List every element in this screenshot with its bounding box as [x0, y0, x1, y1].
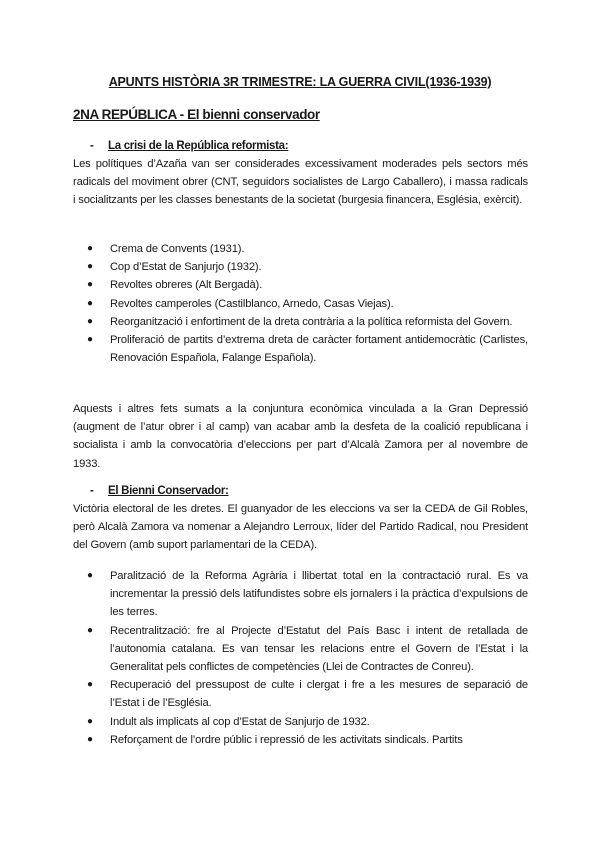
paragraph-crisi-outro: Aquests i altres fets sumats a la conjuntura econòmica vinculada a la Gran Depressió (augment de l’atur obrer i al camp) van acabar amb la desfeta de la coalició republicana i socialista i amb la convocatòria d’eleccions per part d’Alcalà Zamora per al novembre de 1933.: [73, 403, 528, 470]
section-heading: 2NA REPÚBLICA - El bienni conservador: [73, 107, 320, 122]
list-item: [73, 295, 528, 313]
subsection-heading-bienni: [90, 485, 229, 497]
bullet-icon: ●: [87, 315, 93, 327]
subsection-heading-crisi: [90, 140, 288, 152]
bullet-icon: ●: [87, 279, 93, 291]
list-item: [73, 240, 528, 258]
bullet-icon: ●: [87, 261, 93, 273]
dash-marker: -: [90, 485, 94, 497]
list-item-text: Reforçament de l’ordre públic i repressió de les activitats sindicals. Partits: [110, 733, 463, 746]
list-item: [73, 731, 528, 749]
list-item-text: Paralització de la Reforma Agrària i llibertat total en la contractació rural. Es va incrementar la pressió dels latifundistes sobre els jornalers i la pràctica d’expulsions de les terres.: [110, 570, 528, 619]
bullet-list-crisi: [73, 240, 528, 367]
list-item: [73, 713, 528, 731]
bullet-icon: ●: [87, 334, 93, 346]
list-item: [73, 276, 528, 294]
bullet-icon: ●: [87, 715, 93, 727]
paragraph-bienni-intro: Victòria electoral de les dretes. El guanyador de les eleccions va ser la CEDA de Gil Robles, però Alcalà Zamora va nomenar a Alejandro Lerroux, líder del Partido Radical, nou President del Govern (amb suport parlamentari de la CEDA).: [73, 503, 528, 552]
subsection-heading-text: El Bienni Conservador:: [108, 485, 229, 497]
list-item: [73, 313, 528, 331]
subsection-heading-text: La crisi de la República reformista:: [108, 140, 289, 152]
list-item-text: Recentralització: fre al Projecte d’Estatut del País Basc i intent de retallada de l’autonomia catalana. Es van tensar les relacions entre el Govern de l’Estat i la Generalitat pels conflictes de competències (Llei de Contractes de Conreu).: [110, 624, 528, 674]
dash-marker: -: [90, 140, 94, 152]
document-title: APUNTS HISTÒRIA 3R TRIMESTRE: LA GUERRA CIVIL(1936-1939): [108, 75, 492, 89]
bullet-icon: ●: [87, 733, 93, 745]
list-item-text: Cop d’Estat de Sanjurjo (1932).: [110, 261, 262, 274]
paragraph-crisi-intro: Les polítiques d’Azaña van ser considerades excessivament moderades pels sectors més radicals del moviment obrer (CNT, seguidors socialistes de Largo Caballero), i massa radicals i socialitzants per les classes benestants de la societat (burgesia financera, Església, exèrcit).: [73, 158, 528, 207]
list-item: [73, 676, 528, 712]
list-item: [73, 567, 528, 622]
bullet-icon: ●: [87, 679, 93, 691]
list-item-text: Revoltes obreres (Alt Bergadà).: [110, 279, 263, 292]
bullet-list-bienni: [73, 567, 528, 749]
bullet-icon: ●: [87, 624, 93, 636]
list-item: [73, 331, 528, 367]
list-item: [73, 622, 528, 677]
list-item: [73, 258, 528, 276]
bullet-icon: ●: [87, 297, 93, 309]
bullet-icon: ●: [87, 243, 93, 254]
list-item-text: Revoltes camperoles (Castilblanco, Arnedo, Casas Viejas).: [110, 297, 394, 310]
list-item-text: Indult als implicats al cop d’Estat de Sanjurjo de 1932.: [110, 715, 370, 728]
list-item-text: Recuperació del pressupost de culte i clergat i fre a les mesures de separació de l’Estat i de l’Església.: [110, 679, 528, 710]
list-item-text: Reorganització i enfortiment de la dreta contrària a la política reformista del Govern.: [110, 315, 513, 328]
list-item-text: Proliferació de partits d’extrema dreta de caràcter fortament antidemocràtic (Carlistes, Renovación Española, Falange Española).: [110, 334, 528, 365]
list-item-text: Crema de Convents (1931).: [110, 243, 245, 255]
bullet-icon: ●: [87, 570, 93, 581]
